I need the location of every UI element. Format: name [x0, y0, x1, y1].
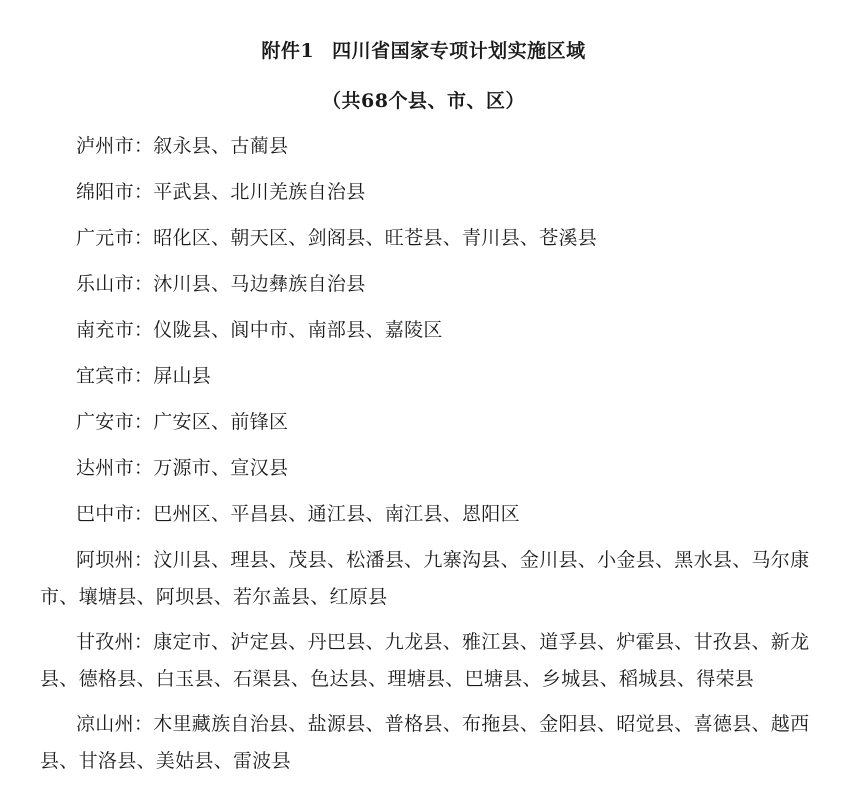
county-list: 昭化区、朝天区、剑阁县、旺苍县、青川县、苍溪县 — [153, 227, 598, 249]
document-title — [0, 39, 847, 63]
county-list: 广安区、前锋区 — [153, 411, 289, 433]
county-list: 万源市、宣汉县 — [153, 457, 289, 479]
region-entry-nanchong — [40, 312, 810, 349]
county-list: 巴州区、平昌县、通江县、南江县、恩阳区 — [153, 503, 520, 525]
region-entry-luzhou — [40, 128, 810, 165]
region-entry-aba — [40, 542, 810, 616]
region-entry-yibin — [40, 358, 810, 395]
region-entry-guangan — [40, 404, 810, 441]
title-prefix: 附件1 — [261, 40, 315, 62]
city-label: 达州市： — [76, 457, 154, 479]
city-label: 甘孜州： — [76, 631, 154, 653]
city-label: 泸州市： — [76, 135, 154, 157]
city-label: 宜宾市： — [76, 365, 154, 387]
region-entry-mianyang — [40, 174, 810, 211]
county-list: 康定市、泸定县、丹巴县、九龙县、雅江县、道孚县、炉霍县、甘孜县、新龙县、德格县、白玉县、石渠县、色达县、理塘县、巴塘县、乡城县、稻城县、得荣县 — [40, 631, 810, 690]
region-entry-guangyuan — [40, 220, 810, 257]
city-label: 绵阳市： — [76, 181, 154, 203]
region-entry-bazhong — [40, 496, 810, 533]
city-label: 阿坝州： — [76, 549, 154, 571]
region-entry-liangshan — [40, 706, 810, 780]
region-entry-ganzi — [40, 624, 810, 698]
city-label: 广安市： — [76, 411, 154, 433]
region-entry-leshan — [40, 266, 810, 303]
document-subtitle: （共68个县、市、区） — [322, 90, 525, 112]
city-label: 广元市： — [76, 227, 154, 249]
county-list: 屏山县 — [153, 365, 212, 387]
title-main-text: 四川省国家专项计划实施区域 — [332, 40, 586, 62]
city-label: 巴中市： — [76, 503, 154, 525]
county-list: 汶川县、理县、茂县、松潘县、九寨沟县、金川县、小金县、黑水县、马尔康市、壤塘县、阿坝县、若尔盖县、红原县 — [40, 549, 810, 608]
city-label: 南充市： — [76, 319, 154, 341]
county-list: 仪陇县、阆中市、南部县、嘉陵区 — [153, 319, 443, 341]
region-entry-dazhou — [40, 450, 810, 487]
city-label: 凉山州： — [76, 713, 154, 735]
county-list: 木里藏族自治县、盐源县、普格县、布拖县、金阳县、昭觉县、喜德县、越西县、甘洛县、美姑县、雷波县 — [40, 713, 810, 772]
county-list: 叙永县、古蔺县 — [153, 135, 289, 157]
city-label: 乐山市： — [76, 273, 154, 295]
county-list: 平武县、北川羌族自治县 — [153, 181, 366, 203]
county-list: 沐川县、马边彝族自治县 — [153, 273, 366, 295]
